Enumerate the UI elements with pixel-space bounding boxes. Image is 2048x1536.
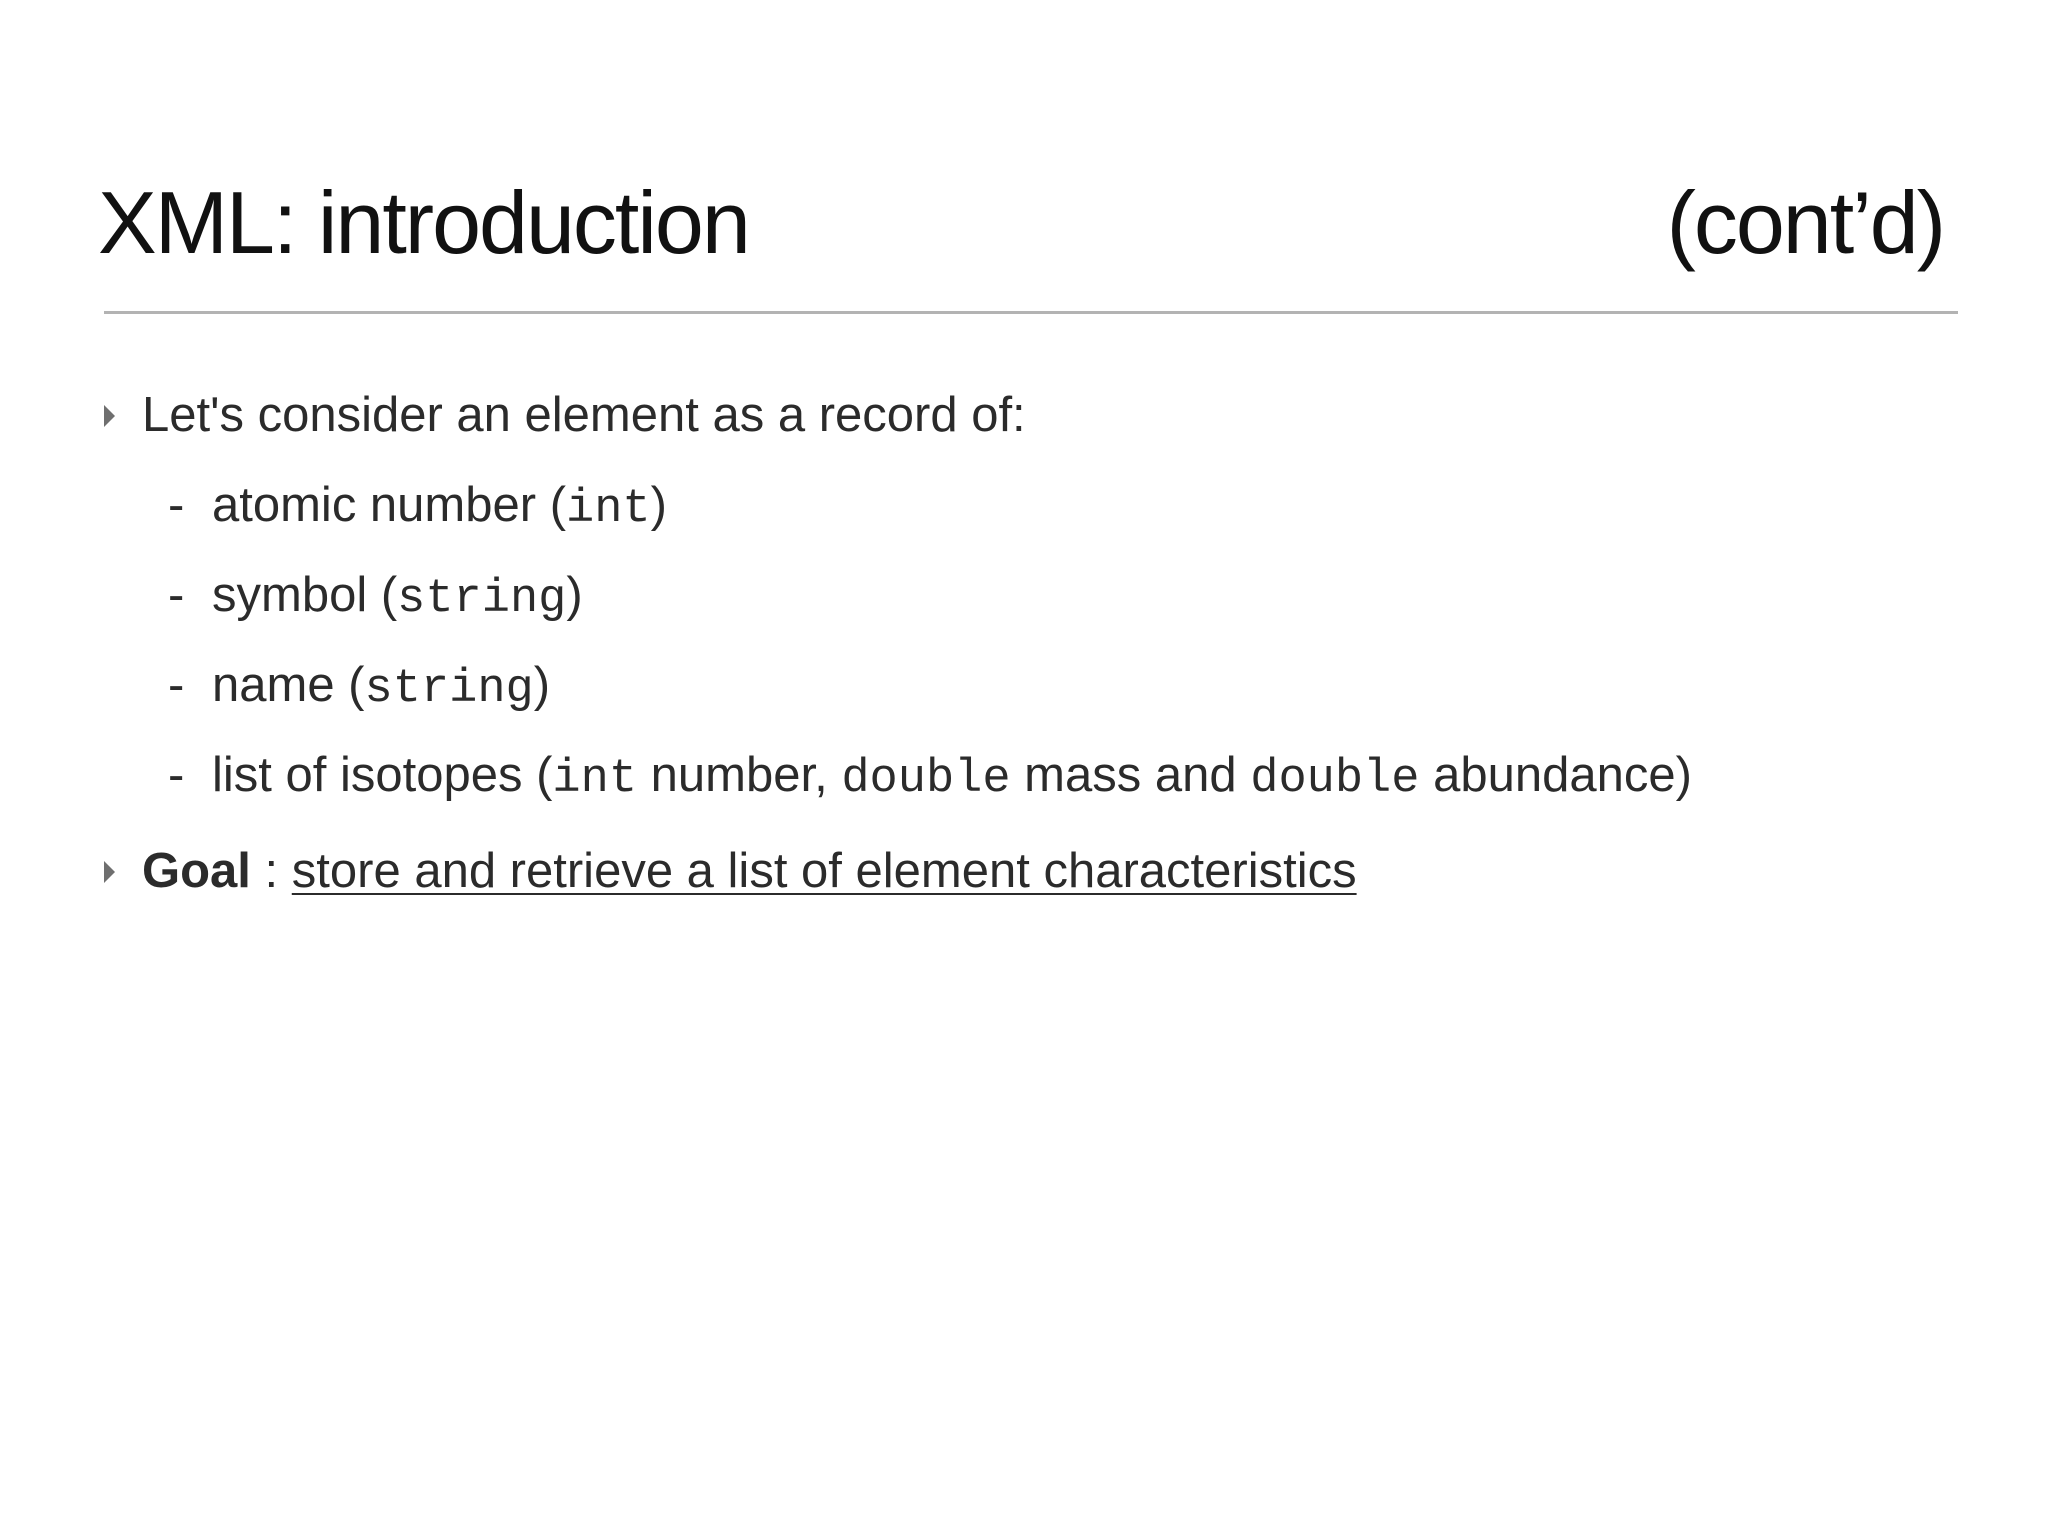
field-type-number: int bbox=[552, 753, 638, 806]
goal-separator: : bbox=[250, 844, 292, 898]
sub-item-atomic-number bbox=[100, 460, 1900, 550]
sub-item-text bbox=[212, 460, 667, 555]
dash-marker: - bbox=[168, 568, 185, 622]
bullet-goal bbox=[100, 826, 1900, 916]
bullet-record-text: Let's consider an element as a record of: bbox=[142, 388, 1026, 442]
field-type-mass: double bbox=[841, 753, 1011, 806]
field-mid-number: number, bbox=[637, 748, 842, 802]
field-type: string bbox=[397, 573, 567, 626]
bullet-record bbox=[100, 370, 1900, 460]
sub-item-symbol bbox=[100, 550, 1900, 640]
dash-marker: - bbox=[168, 478, 185, 532]
field-type: int bbox=[566, 483, 651, 536]
sub-item-isotopes bbox=[100, 730, 1900, 820]
sub-item-text bbox=[212, 730, 1692, 825]
slide-title: XML: introduction bbox=[98, 173, 749, 272]
field-type: string bbox=[364, 663, 534, 716]
field-label: name ( bbox=[212, 658, 365, 712]
dash-marker: - bbox=[168, 748, 185, 802]
field-close: ) bbox=[566, 568, 583, 622]
triangle-right-icon bbox=[104, 405, 115, 427]
bullet-goal-text bbox=[142, 826, 1357, 916]
sub-item-text bbox=[212, 640, 550, 735]
field-mid-mass: mass and bbox=[1010, 748, 1251, 802]
slide-body bbox=[100, 370, 1900, 916]
triangle-right-icon bbox=[104, 861, 115, 883]
slide-title-suffix: (cont’d) bbox=[1666, 173, 1944, 272]
sub-item-name bbox=[100, 640, 1900, 730]
field-close: ) bbox=[533, 658, 551, 712]
goal-label: Goal bbox=[142, 844, 251, 898]
goal-description: store and retrieve a list of element characteristics bbox=[291, 844, 1357, 898]
title-divider bbox=[104, 311, 1958, 314]
title-row bbox=[98, 168, 1944, 278]
field-close: ) bbox=[650, 478, 667, 532]
field-label: symbol ( bbox=[212, 568, 398, 622]
field-label: list of isotopes ( bbox=[212, 748, 553, 802]
field-type-abundance: double bbox=[1250, 753, 1420, 806]
field-close: abundance) bbox=[1419, 748, 1692, 802]
sub-item-text bbox=[212, 550, 583, 645]
field-label: atomic number ( bbox=[212, 478, 567, 532]
dash-marker: - bbox=[168, 658, 185, 712]
